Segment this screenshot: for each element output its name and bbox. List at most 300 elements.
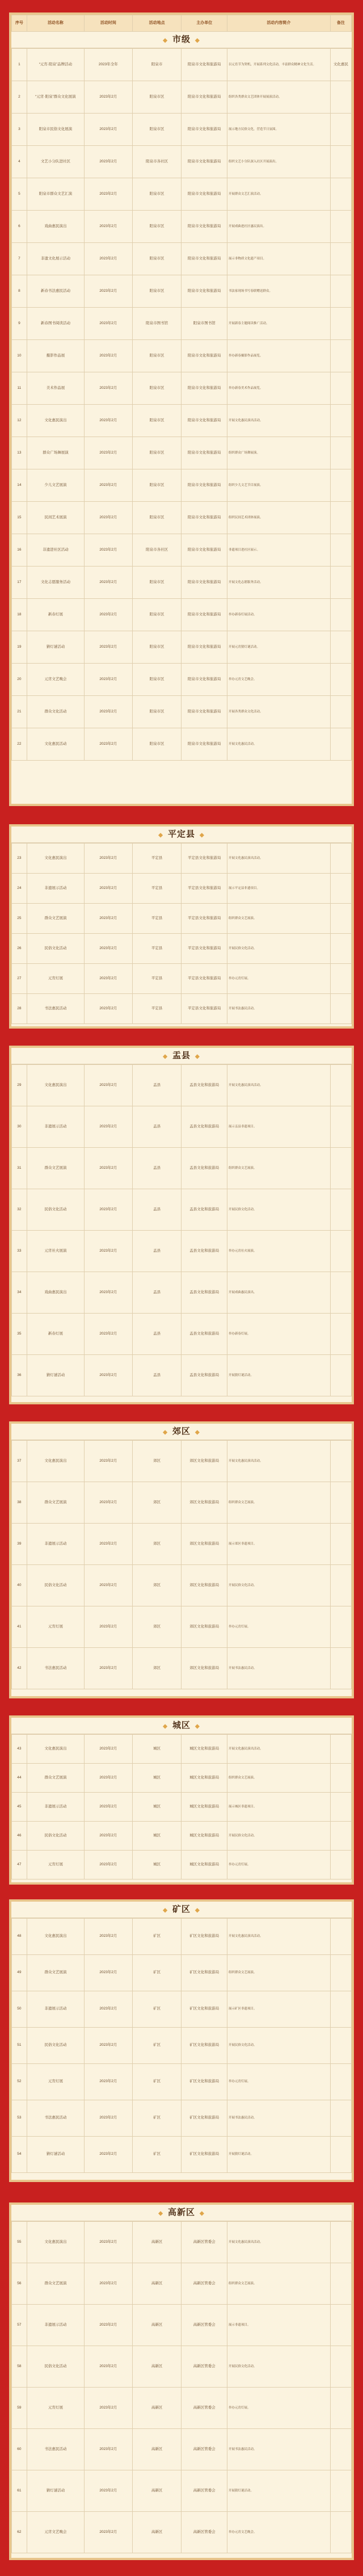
activity-place: 高新区 [132, 2470, 182, 2512]
activity-time: 2023年2月 [85, 81, 133, 114]
activity-place: 郊区 [132, 1524, 182, 1565]
table-row [12, 178, 352, 211]
activity-place: 高新区 [132, 2263, 182, 2305]
note [330, 1106, 351, 1148]
activity-name: 元宵灯展 [27, 964, 84, 994]
activity-time: 2023年2月 [85, 664, 133, 696]
table-row [12, 1919, 352, 1955]
row-number: 47 [12, 1851, 27, 1879]
activity-name: 民俗文化活动 [27, 2028, 84, 2064]
activity-name: 文化惠民演出 [27, 1735, 84, 1764]
activity-summary: 开展书法惠民活动。 [227, 2100, 331, 2137]
activity-place: 盂县 [132, 1189, 182, 1231]
table-row [12, 211, 352, 243]
row-number: 4 [12, 146, 27, 178]
activity-place: 平定县 [132, 994, 182, 1024]
activity-name: 群众文艺展演 [27, 1482, 84, 1524]
row-number: 22 [12, 728, 27, 761]
activity-name: 非遗进社区活动 [27, 534, 84, 567]
organizer: 阳泉市文化和旅游局 [182, 275, 227, 308]
note [330, 405, 351, 437]
activity-time: 2023年2月 [85, 728, 133, 761]
activity-name: 文化惠民演出 [27, 1441, 84, 1482]
note [330, 994, 351, 1024]
note [330, 728, 351, 761]
activity-summary: 开展文化惠民活动。 [227, 728, 331, 761]
note [330, 2305, 351, 2346]
row-number: 42 [12, 1648, 27, 1689]
activity-time: 2023年2月 [85, 567, 133, 599]
row-number: 7 [12, 243, 27, 275]
row-number: 9 [12, 308, 27, 340]
activity-time: 2023年2月 [85, 844, 133, 874]
row-number: 40 [12, 1565, 27, 1606]
activity-time: 2023年2月 [85, 904, 133, 934]
activity-time: 2023年2月 [85, 2512, 133, 2553]
activity-place: 阳泉市各社区 [132, 534, 182, 567]
row-number: 35 [12, 1314, 27, 1355]
activity-summary: 书法家现场书写春联赠送群众。 [227, 275, 331, 308]
note [330, 2429, 351, 2470]
activity-summary: 开展元宵猜灯谜活动。 [227, 631, 331, 664]
activity-summary: 展示矿区非遗项目。 [227, 1991, 331, 2028]
activity-name: 摄影作品展 [27, 340, 84, 372]
activity-place: 阳泉市区 [132, 372, 182, 405]
row-number: 31 [12, 1148, 27, 1189]
note [330, 275, 351, 308]
activity-name: 文化惠民演出 [27, 1065, 84, 1106]
row-number: 36 [12, 1355, 27, 1396]
note [330, 1355, 351, 1396]
row-number: 51 [12, 2028, 27, 2064]
organizer: 城区文化和旅游局 [182, 1735, 227, 1764]
activity-place: 盂县 [132, 1355, 182, 1396]
activity-summary: 举办新春灯展。 [227, 1314, 331, 1355]
organizer: 高新区管委会 [182, 2388, 227, 2429]
activity-summary: 开展民俗文化活动。 [227, 934, 331, 964]
note [330, 2470, 351, 2512]
organizer: 矿区文化和旅游局 [182, 1919, 227, 1955]
note [330, 1822, 351, 1851]
activity-place: 盂县 [132, 1231, 182, 1272]
row-number: 33 [12, 1231, 27, 1272]
section-title-city: ◆ 市级 ◆ [11, 32, 352, 48]
section-title-chengqu: ◆ 城区 ◆ [11, 1718, 352, 1734]
organizer: 阳泉市文化和旅游局 [182, 49, 227, 81]
activity-place: 高新区 [132, 2429, 182, 2470]
activity-time: 2023年2月 [85, 2137, 133, 2173]
organizer: 平定县文化和旅游局 [182, 964, 227, 994]
organizer: 城区文化和旅游局 [182, 1793, 227, 1822]
activity-name: 文化惠民演出 [27, 1919, 84, 1955]
note [330, 178, 351, 211]
table-row [12, 934, 352, 964]
table-row [12, 874, 352, 904]
organizer: 阳泉市文化和旅游局 [182, 178, 227, 211]
row-number: 27 [12, 964, 27, 994]
col-header-place: 活动地点 [132, 15, 182, 32]
activity-place: 阳泉市 [132, 49, 182, 81]
organizer: 盂县文化和旅游局 [182, 1314, 227, 1355]
activity-summary: 开展戏曲进社区惠民演出。 [227, 211, 331, 243]
activity-name: 书法惠民活动 [27, 1648, 84, 1689]
table-row [12, 1565, 352, 1606]
row-number: 50 [12, 1991, 27, 2028]
activity-name: 戏曲惠民演出 [27, 211, 84, 243]
activity-name: 猜灯谜活动 [27, 2137, 84, 2173]
table-header-row [12, 15, 352, 32]
row-number: 12 [12, 405, 27, 437]
row-number: 38 [12, 1482, 27, 1524]
row-number: 14 [12, 469, 27, 502]
note [330, 1524, 351, 1565]
organizer: 高新区管委会 [182, 2305, 227, 2346]
activity-time: 2023年2月 [85, 1065, 133, 1106]
activity-name: 新春图书阅读活动 [27, 308, 84, 340]
table-row [12, 1735, 352, 1764]
activity-summary: 举办新春灯展活动。 [227, 599, 331, 631]
activity-time: 2023年2月 [85, 1735, 133, 1764]
row-number: 11 [12, 372, 27, 405]
activity-summary: 开展猜灯谜活动。 [227, 1355, 331, 1396]
activity-time: 2023年2月 [85, 1851, 133, 1879]
activity-summary: 开展文化志愿服务活动。 [227, 567, 331, 599]
activity-name: 民俗文化活动 [27, 1822, 84, 1851]
activity-summary: 组织民间艺术团体展演。 [227, 502, 331, 534]
row-number: 28 [12, 994, 27, 1024]
activity-time: 2023年2月 [85, 2429, 133, 2470]
activity-place: 平定县 [132, 964, 182, 994]
activity-place: 城区 [132, 1764, 182, 1793]
activity-name: 非遗展示活动 [27, 1106, 84, 1148]
activity-time: 2023年2月 [85, 2470, 133, 2512]
organizer: 阳泉市文化和旅游局 [182, 405, 227, 437]
table-row [12, 1793, 352, 1822]
table-row [12, 308, 352, 340]
activity-summary: 开展戏曲惠民演出。 [227, 1272, 331, 1314]
row-number: 30 [12, 1106, 27, 1148]
activity-summary: 非遗项目进社区展示。 [227, 534, 331, 567]
note [330, 340, 351, 372]
activity-time: 2023年2月 [85, 1482, 133, 1524]
table-row [12, 964, 352, 994]
section-panel-jiaoqu [9, 1421, 354, 1698]
activity-summary: 举办元宵灯展。 [227, 1606, 331, 1648]
row-number: 32 [12, 1189, 27, 1231]
note [330, 1314, 351, 1355]
activity-summary: 组织文艺小分队深入社区开展演出。 [227, 146, 331, 178]
activity-name: 猜灯谜活动 [27, 631, 84, 664]
row-number: 25 [12, 904, 27, 934]
activity-time: 2023年2月 [85, 874, 133, 904]
activity-name: 非遗展示活动 [27, 1793, 84, 1822]
table-row [12, 502, 352, 534]
organizer: 城区文化和旅游局 [182, 1764, 227, 1793]
activity-place: 阳泉市区 [132, 211, 182, 243]
activity-time: 2023年2月 [85, 340, 133, 372]
activity-name: 文化惠民演出 [27, 844, 84, 874]
activity-place: 阳泉市区 [132, 81, 182, 114]
organizer: 平定县文化和旅游局 [182, 874, 227, 904]
row-number: 59 [12, 2388, 27, 2429]
activity-summary: 组织少儿文艺节目展演。 [227, 469, 331, 502]
note [330, 534, 351, 567]
table-row [12, 534, 352, 567]
table-row [12, 1955, 352, 1991]
activity-place: 平定县 [132, 904, 182, 934]
activity-place: 矿区 [132, 1991, 182, 2028]
activity-place: 阳泉市区 [132, 664, 182, 696]
rows-chengqu [11, 1734, 352, 1879]
activity-summary: 组织群众文艺展演。 [227, 1764, 331, 1793]
note [330, 934, 351, 964]
activity-place: 阳泉市区 [132, 243, 182, 275]
activity-summary: 组织群众文艺展演。 [227, 1148, 331, 1189]
activity-name: 民俗文化活动 [27, 1565, 84, 1606]
row-number: 44 [12, 1764, 27, 1793]
organizer: 矿区文化和旅游局 [182, 2100, 227, 2137]
table-row [12, 1648, 352, 1689]
activity-summary: 开展文化惠民演出活动。 [227, 1441, 331, 1482]
section-panel-gaoxinqu [9, 2202, 354, 2560]
activity-name: 群众文艺展演 [27, 1764, 84, 1793]
activity-name: 非遗展示活动 [27, 2305, 84, 2346]
note [330, 308, 351, 340]
activity-time: 2023年2月 [85, 1314, 133, 1355]
organizer: 郊区文化和旅游局 [182, 1565, 227, 1606]
organizer: 阳泉市文化和旅游局 [182, 81, 227, 114]
row-number: 62 [12, 2512, 27, 2553]
activity-summary: 开展文化惠民演出活动。 [227, 844, 331, 874]
activity-place: 阳泉市各社区 [132, 146, 182, 178]
activity-summary: 组织各类群众文艺团体开展展演活动。 [227, 81, 331, 114]
organizer: 盂县文化和旅游局 [182, 1106, 227, 1148]
activity-name: 书法惠民活动 [27, 2100, 84, 2137]
row-number: 60 [12, 2429, 27, 2470]
table-row [12, 405, 352, 437]
row-number: 13 [12, 437, 27, 469]
activity-time: 2023年2月 [85, 1793, 133, 1822]
activity-place: 阳泉市区 [132, 405, 182, 437]
activity-time: 2023年2月 [85, 2028, 133, 2064]
activity-place: 盂县 [132, 1272, 182, 1314]
note [330, 2263, 351, 2305]
activity-place: 矿区 [132, 2064, 182, 2100]
row-number: 20 [12, 664, 27, 696]
organizer: 高新区管委会 [182, 2470, 227, 2512]
organizer: 高新区管委会 [182, 2512, 227, 2553]
activity-time: 2023年2月 [85, 1106, 133, 1148]
organizer: 平定县文化和旅游局 [182, 844, 227, 874]
note [330, 664, 351, 696]
activity-summary: 开展民俗文化活动。 [227, 1822, 331, 1851]
activity-summary: 开展猜灯谜活动。 [227, 2137, 331, 2173]
activity-name: 元宵社火展演 [27, 1231, 84, 1272]
activity-summary: 举办新春美术作品展览。 [227, 372, 331, 405]
table-row [12, 2064, 352, 2100]
activity-place: 阳泉市区 [132, 696, 182, 728]
row-number: 17 [12, 567, 27, 599]
table-row [12, 2388, 352, 2429]
note [330, 146, 351, 178]
row-number: 23 [12, 844, 27, 874]
table-row [12, 2512, 352, 2553]
activity-place: 平定县 [132, 934, 182, 964]
activity-summary: 举办元宵灯展。 [227, 1851, 331, 1879]
activity-name: 文艺小分队进社区 [27, 146, 84, 178]
activity-time: 2023年2月 [85, 1991, 133, 2028]
section-panel-city [9, 12, 354, 806]
activity-time: 2023年2月 [85, 178, 133, 211]
note [330, 1735, 351, 1764]
rows-kuangqu [11, 1918, 352, 2173]
activity-summary: 开展民俗文化活动。 [227, 2028, 331, 2064]
activity-summary: 举办元宵灯展。 [227, 2064, 331, 2100]
activity-time: 2023年2月 [85, 599, 133, 631]
activities-table-city [11, 15, 352, 32]
note [330, 81, 351, 114]
activity-place: 盂县 [132, 1148, 182, 1189]
row-number: 37 [12, 1441, 27, 1482]
activity-place: 阳泉市区 [132, 178, 182, 211]
rows-city [11, 48, 352, 761]
activity-summary: 开展文化惠民演出活动。 [227, 1735, 331, 1764]
note [330, 243, 351, 275]
activity-summary: 开展民俗文化活动。 [227, 2346, 331, 2388]
table-row [12, 2346, 352, 2388]
activity-place: 高新区 [132, 2512, 182, 2553]
table-row [12, 1189, 352, 1231]
activity-summary: 举办新春摄影作品展览。 [227, 340, 331, 372]
activity-time: 2023年2月 [85, 1441, 133, 1482]
activity-name: 猜灯谜活动 [27, 1355, 84, 1396]
activity-name: 群众文艺展演 [27, 1955, 84, 1991]
organizer: 阳泉市文化和旅游局 [182, 664, 227, 696]
table-row [12, 81, 352, 114]
activity-time: 2023年2月 [85, 1648, 133, 1689]
table-row [12, 437, 352, 469]
activity-summary: 以元宵节为契机，开展系列文化活动，丰富群众精神文化生活。 [227, 49, 331, 81]
table-row [12, 1764, 352, 1793]
table-row [12, 2429, 352, 2470]
activity-time: 2023年2月 [85, 2346, 133, 2388]
row-number: 26 [12, 934, 27, 964]
organizer: 高新区管委会 [182, 2429, 227, 2470]
activity-place: 阳泉市区 [132, 728, 182, 761]
table-row [12, 1851, 352, 1879]
row-number: 54 [12, 2137, 27, 2173]
activity-time: 2023年2月 [85, 502, 133, 534]
activity-time: 2023年2月 [85, 2222, 133, 2263]
activity-name: 元宵文艺晚会 [27, 2512, 84, 2553]
activity-place: 高新区 [132, 2346, 182, 2388]
activity-summary: 组织群众文艺展演。 [227, 2263, 331, 2305]
organizer: 郊区文化和旅游局 [182, 1606, 227, 1648]
organizer: 高新区管委会 [182, 2346, 227, 2388]
note [330, 2512, 351, 2553]
note: 文化惠民 [330, 49, 351, 81]
activity-place: 矿区 [132, 1919, 182, 1955]
note [330, 1648, 351, 1689]
activity-summary: 组织群众文艺展演。 [227, 904, 331, 934]
note [330, 696, 351, 728]
organizer: 矿区文化和旅游局 [182, 2028, 227, 2064]
activity-name: 文化惠民演出 [27, 405, 84, 437]
activity-name: 戏曲惠民演出 [27, 1272, 84, 1314]
activity-name: 群众文艺展演 [27, 2263, 84, 2305]
organizer: 矿区文化和旅游局 [182, 1991, 227, 2028]
note [330, 904, 351, 934]
row-number: 24 [12, 874, 27, 904]
activity-name: 元宵灯展 [27, 1606, 84, 1648]
row-number: 3 [12, 114, 27, 146]
table-row [12, 49, 352, 81]
activity-summary: 开展各类群众文化活动。 [227, 696, 331, 728]
organizer: 阳泉市文化和旅游局 [182, 728, 227, 761]
row-number: 53 [12, 2100, 27, 2137]
section-panel-kuangqu [9, 1899, 354, 2182]
note [330, 1764, 351, 1793]
organizer: 城区文化和旅游局 [182, 1822, 227, 1851]
row-number: 8 [12, 275, 27, 308]
organizer: 阳泉市文化和旅游局 [182, 696, 227, 728]
note [330, 2388, 351, 2429]
section-title-yuxian: ◆ 盂县 ◆ [11, 1048, 352, 1064]
activity-place: 阳泉市区 [132, 275, 182, 308]
table-row [12, 1148, 352, 1189]
table-row [12, 114, 352, 146]
activity-place: 高新区 [132, 2305, 182, 2346]
activity-place: 平定县 [132, 844, 182, 874]
activity-place: 阳泉市区 [132, 567, 182, 599]
activity-time: 2023年2月 [85, 275, 133, 308]
table-row [12, 1355, 352, 1396]
activity-time: 2023年2月 [85, 534, 133, 567]
activity-place: 阳泉市区 [132, 114, 182, 146]
table-row [12, 469, 352, 502]
table-row [12, 1106, 352, 1148]
activity-summary: 组织群众文艺展演。 [227, 1955, 331, 1991]
organizer: 盂县文化和旅游局 [182, 1272, 227, 1314]
organizer: 郊区文化和旅游局 [182, 1441, 227, 1482]
activity-place: 郊区 [132, 1441, 182, 1482]
organizer: 阳泉市文化和旅游局 [182, 631, 227, 664]
activity-time: 2023年2月 [85, 1355, 133, 1396]
note [330, 1565, 351, 1606]
activity-time: 2023年2月 [85, 1231, 133, 1272]
activity-time: 2023年2月 [85, 1189, 133, 1231]
organizer: 盂县文化和旅游局 [182, 1065, 227, 1106]
rows-yuxian [11, 1064, 352, 1396]
activity-name: 新春灯展 [27, 599, 84, 631]
activity-name: 元宵灯展 [27, 2388, 84, 2429]
activity-name: 文化志愿服务活动 [27, 567, 84, 599]
col-header-summary: 活动内容简介 [227, 15, 331, 32]
section-title-kuangqu: ◆ 矿区 ◆ [11, 1902, 352, 1918]
organizer: 高新区管委会 [182, 2263, 227, 2305]
table-row [12, 243, 352, 275]
note [330, 1441, 351, 1482]
organizer: 阳泉市文化和旅游局 [182, 502, 227, 534]
activity-name: 阳泉市群众文艺汇演 [27, 178, 84, 211]
col-header-no: 序号 [12, 15, 27, 32]
table-row [12, 728, 352, 761]
table-row [12, 1272, 352, 1314]
activity-name: 新春灯展 [27, 1314, 84, 1355]
organizer: 盂县文化和旅游局 [182, 1148, 227, 1189]
note [330, 1231, 351, 1272]
activity-place: 城区 [132, 1822, 182, 1851]
